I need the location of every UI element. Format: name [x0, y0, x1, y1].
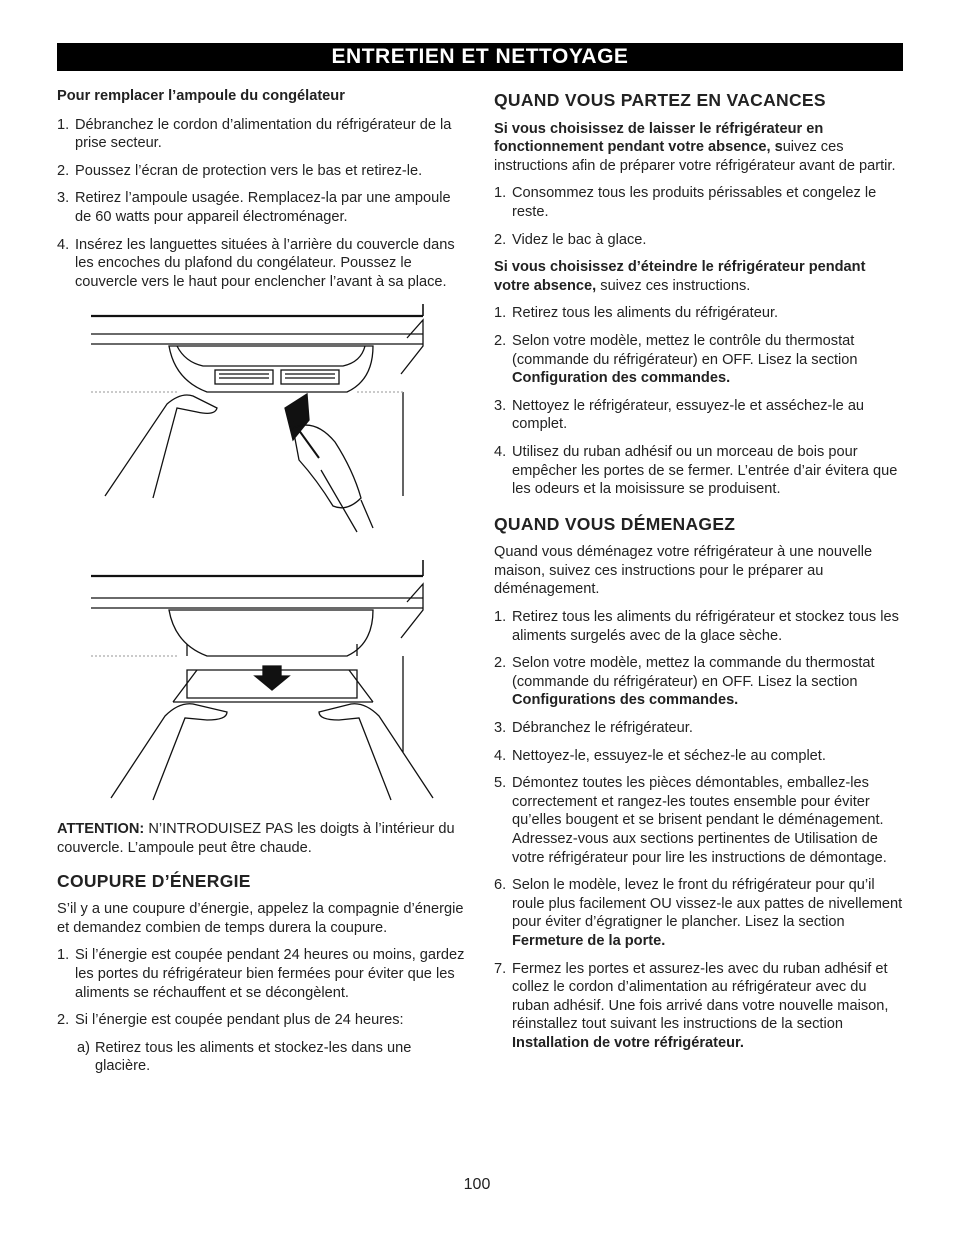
list-item: 3. Nettoyez le réfrigérateur, essuyez-le et asséchez-le au complet.: [494, 397, 865, 433]
bulb-steps: [57, 116, 467, 292]
attention-note: ATTENTION: N’INTRODUISEZ PAS les doigts à l’intérieur du couvercle. L’ampoule peut être chaude.: [57, 821, 455, 856]
list-item: 2. Selon votre modèle, mettez le contrôle du thermostat (commande du réfrigérateur) en OFF. Lisez la section Configuration des commandes.: [494, 332, 858, 387]
vacation-on-steps: [494, 184, 904, 249]
install-cover-illustration: [57, 552, 437, 814]
list-item: 7. Fermez les portes et assurez-les avec du ruban adhésif et collez le cordon d’alimentation au réfrigérateur avec du ruban adhésif. Une fois arrivé dans votre nouvelle maison, réinstallez tout suivant les instructions de la section Installation de votre réfrigérateur.: [494, 960, 889, 1051]
list-item: a) Retirez tous les aliments et stockez-les dans une glacière.: [77, 1039, 412, 1075]
section-banner: ENTRETIEN ET NETTOYAGE: [57, 43, 903, 71]
page-number: 100: [463, 1176, 491, 1193]
power-substeps: [57, 1039, 467, 1076]
list-item: 3. Débranchez le réfrigérateur.: [494, 720, 693, 737]
list-item: 4. Nettoyez-le, essuyez-le et séchez-le au complet.: [494, 747, 826, 764]
list-item: 2. Poussez l’écran de protection vers le bas et retirez-le.: [57, 162, 423, 179]
list-item: 2. Videz le bac à glace.: [494, 231, 647, 248]
vacation-off-steps: [494, 304, 904, 498]
list-item: 2. Si l’énergie est coupée pendant plus de 24 heures:: [57, 1012, 404, 1029]
remove-shield-illustration: [57, 300, 437, 548]
power-outage-title: COUPURE D’ÉNERGIE: [57, 870, 251, 891]
moving-title: QUAND VOUS DÉMENAGEZ: [494, 513, 736, 534]
list-item: 2. Selon votre modèle, mettez la commande du thermostat (commande du réfrigérateur) en OFF. Lisez la section Configurations des commandes.: [494, 655, 875, 709]
vacation-off-intro: Si vous choisissez d’éteindre le réfrigérateur pendant votre absence, suivez ces instructions.: [494, 259, 866, 294]
list-item: 4. Utilisez du ruban adhésif ou un morceau de bois pour empêcher les portes de se fermer. L’entrée d’air évitera que les odeurs et la moisissure se produisent.: [494, 443, 898, 498]
list-item: 4. Insérez les languettes situées à l’arrière du couvercle dans les encoches du plafond du congélateur. Poussez le couvercle vers le haut pour enclencher l’avant à sa place.: [57, 236, 455, 290]
moving-intro: Quand vous déménagez votre réfrigérateur à une nouvelle maison, suivez ces instructions pour le préparer au déménagement.: [494, 544, 873, 598]
vacation-on-intro: Si vous choisissez de laisser le réfrigérateur en fonctionnement pendant votre absence, suivez ces instructions afin de préparer votre réfrigérateur avant de partir.: [494, 120, 896, 174]
power-steps: [57, 946, 467, 1029]
list-item: 5. Démontez toutes les pièces démontables, emballez-les correctement et rangez-les toutes ensemble pour éviter qu’elles bougent et se brisent pendant le déménagement. Adressez-vous aux sections pertinentes de Utilisation de votre réfrigérateur pour lire les instructions de démontage.: [494, 775, 887, 866]
vacation-title: QUAND VOUS PARTEZ EN VACANCES: [494, 90, 826, 110]
list-item: 6. Selon le modèle, levez le front du réfrigérateur pour qu’il roule plus facilement OU vissez-le aux pattes de nivellement pour éviter d’égratigner le plancher. Lisez la section Fermeture de la porte.: [494, 877, 903, 949]
right-column: [494, 87, 904, 1062]
power-intro: S’il y a une coupure d’énergie, appelez la compagnie d’énergie et demandez combien de temps durera la coupure.: [57, 901, 464, 936]
list-item: 1. Retirez tous les aliments du réfrigérateur et stockez tous les aliments surgelés avec de la glace sèche.: [494, 609, 899, 644]
left-column: [57, 87, 467, 1085]
list-item: 1. Retirez tous les aliments du réfrigérateur.: [494, 305, 779, 322]
list-item: 1. Si l’énergie est coupée pendant 24 heures ou moins, gardez les portes du réfrigérateur bien fermées pour éviter que les aliments se réchauffent et se décongèlent.: [57, 947, 465, 1001]
list-item: 1. Débranchez le cordon d’alimentation du réfrigérateur de la prise secteur.: [57, 116, 452, 152]
list-item: 1. Consommez tous les produits périssables et congelez le reste.: [494, 185, 877, 220]
list-item: 3. Retirez l’ampoule usagée. Remplacez-la par une ampoule de 60 watts pour appareil électroménager.: [57, 190, 451, 225]
bulb-title: Pour remplacer l’ampoule du congélateur: [57, 88, 345, 104]
moving-steps: [494, 608, 904, 1052]
